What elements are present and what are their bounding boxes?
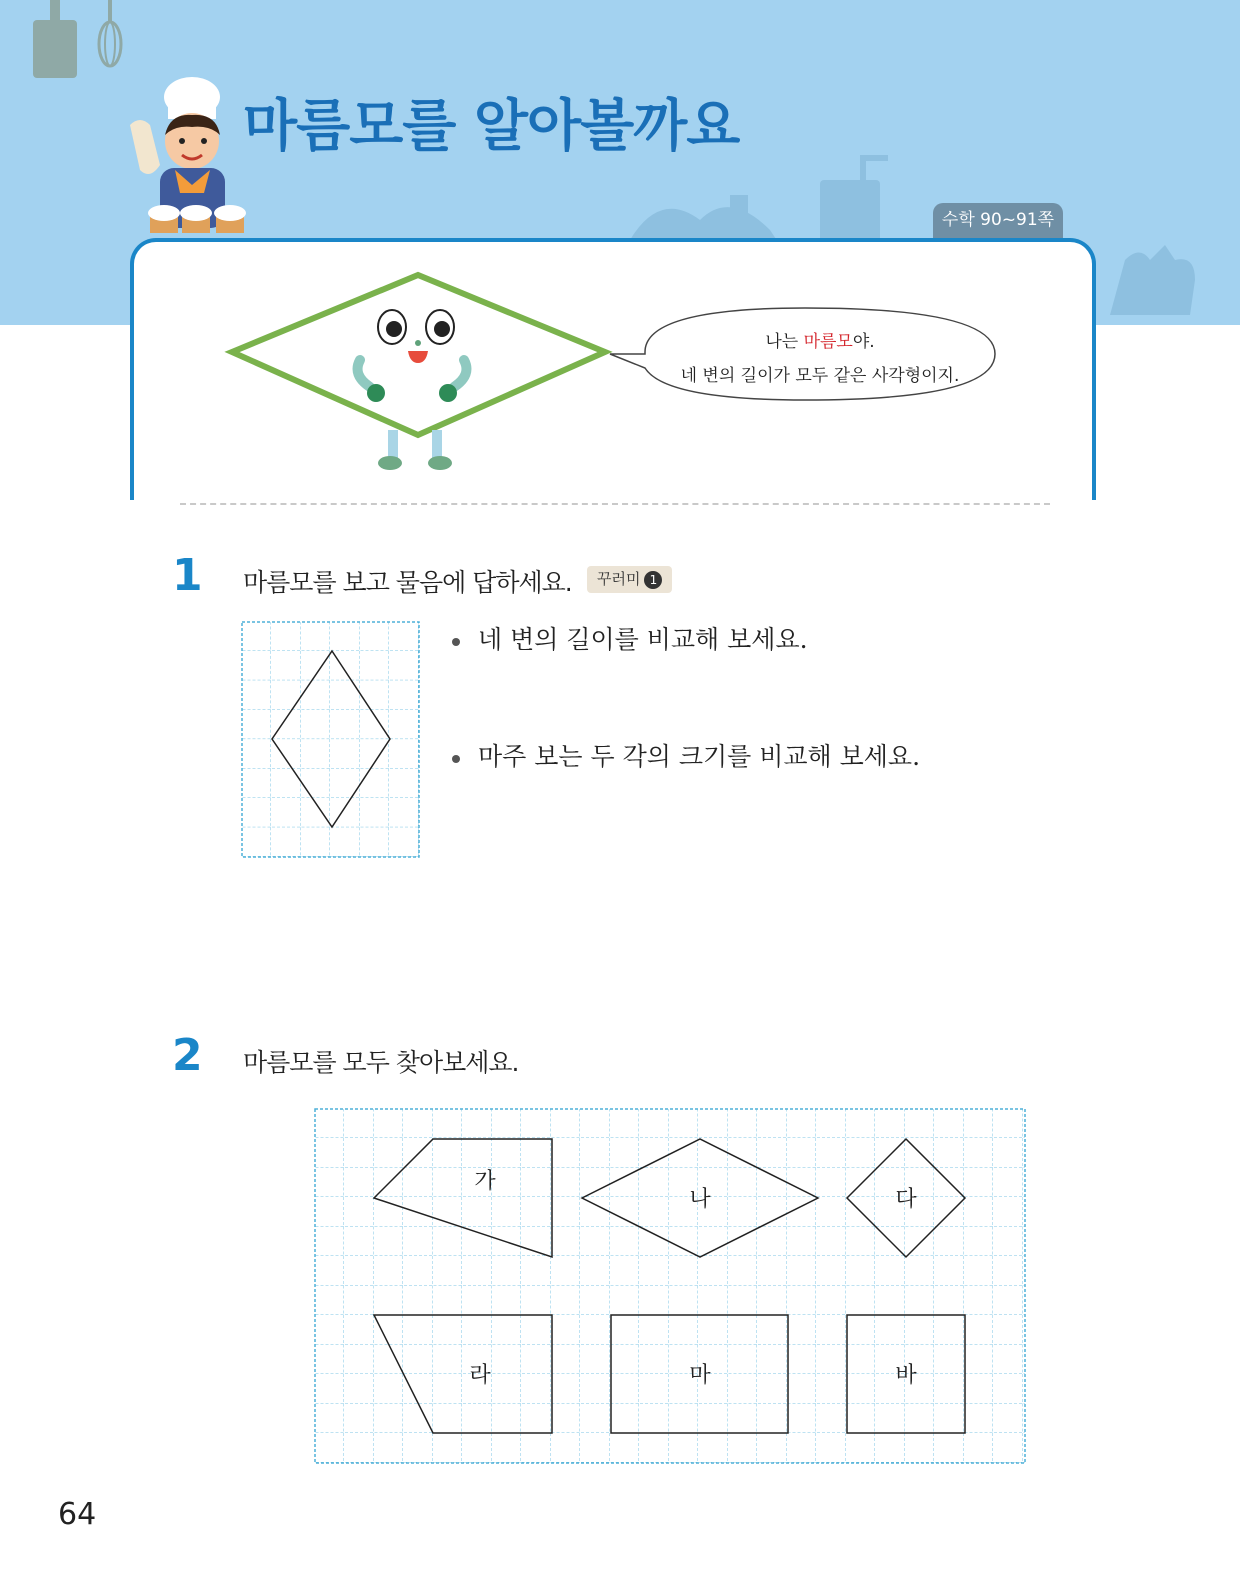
question-1-number: 1: [172, 550, 203, 601]
bubble-highlight: 마름모: [803, 332, 853, 352]
panel-divider: [180, 503, 1050, 505]
page-number: 64: [58, 1497, 97, 1532]
bubble-prefix: 나는: [765, 332, 804, 352]
question-2-grid: [314, 1108, 1030, 1466]
bubble-line-2: 네 변의 길이가 모두 같은 사각형이지.: [680, 366, 960, 386]
badge-number: 1: [644, 571, 662, 589]
question-1-text: 마름모를 보고 물음에 답하세요.: [243, 568, 572, 597]
question-1-bullet-1: [452, 620, 808, 656]
bubble-line-1: [640, 325, 1000, 359]
bubble-suffix: 야.: [852, 332, 875, 352]
badge-label: 꾸러미: [597, 570, 641, 588]
bullet-dot: [452, 638, 460, 646]
shape-label-da: 다: [895, 1187, 917, 1212]
shape-label-ma: 마: [689, 1363, 711, 1388]
question-1-bullet-2: [452, 737, 920, 773]
shape-label-ba: 바: [895, 1363, 917, 1388]
speech-bubble-text: [640, 325, 1000, 393]
bullet-dot: [452, 755, 460, 763]
shape-label-ra: 라: [469, 1363, 491, 1388]
question-2-number: 2: [172, 1030, 203, 1081]
question-1-grid: [241, 621, 421, 861]
bullet-text: 마주 보는 두 각의 크기를 비교해 보세요.: [478, 742, 921, 771]
rhombus-mascot-icon: [220, 265, 620, 480]
shape-label-na: 나: [689, 1187, 711, 1212]
bundle-badge: [587, 566, 672, 593]
chef-character-icon: [120, 75, 255, 240]
shape-label-ga: 가: [474, 1169, 496, 1194]
bullet-text: 네 변의 길이를 비교해 보세요.: [478, 625, 808, 654]
page-title: 마름모를 알아볼까요: [243, 94, 740, 159]
question-2-text: 마름모를 모두 찾아보세요.: [243, 1048, 519, 1077]
textbook-reference-tag: 수학 90~91쪽: [933, 203, 1063, 239]
